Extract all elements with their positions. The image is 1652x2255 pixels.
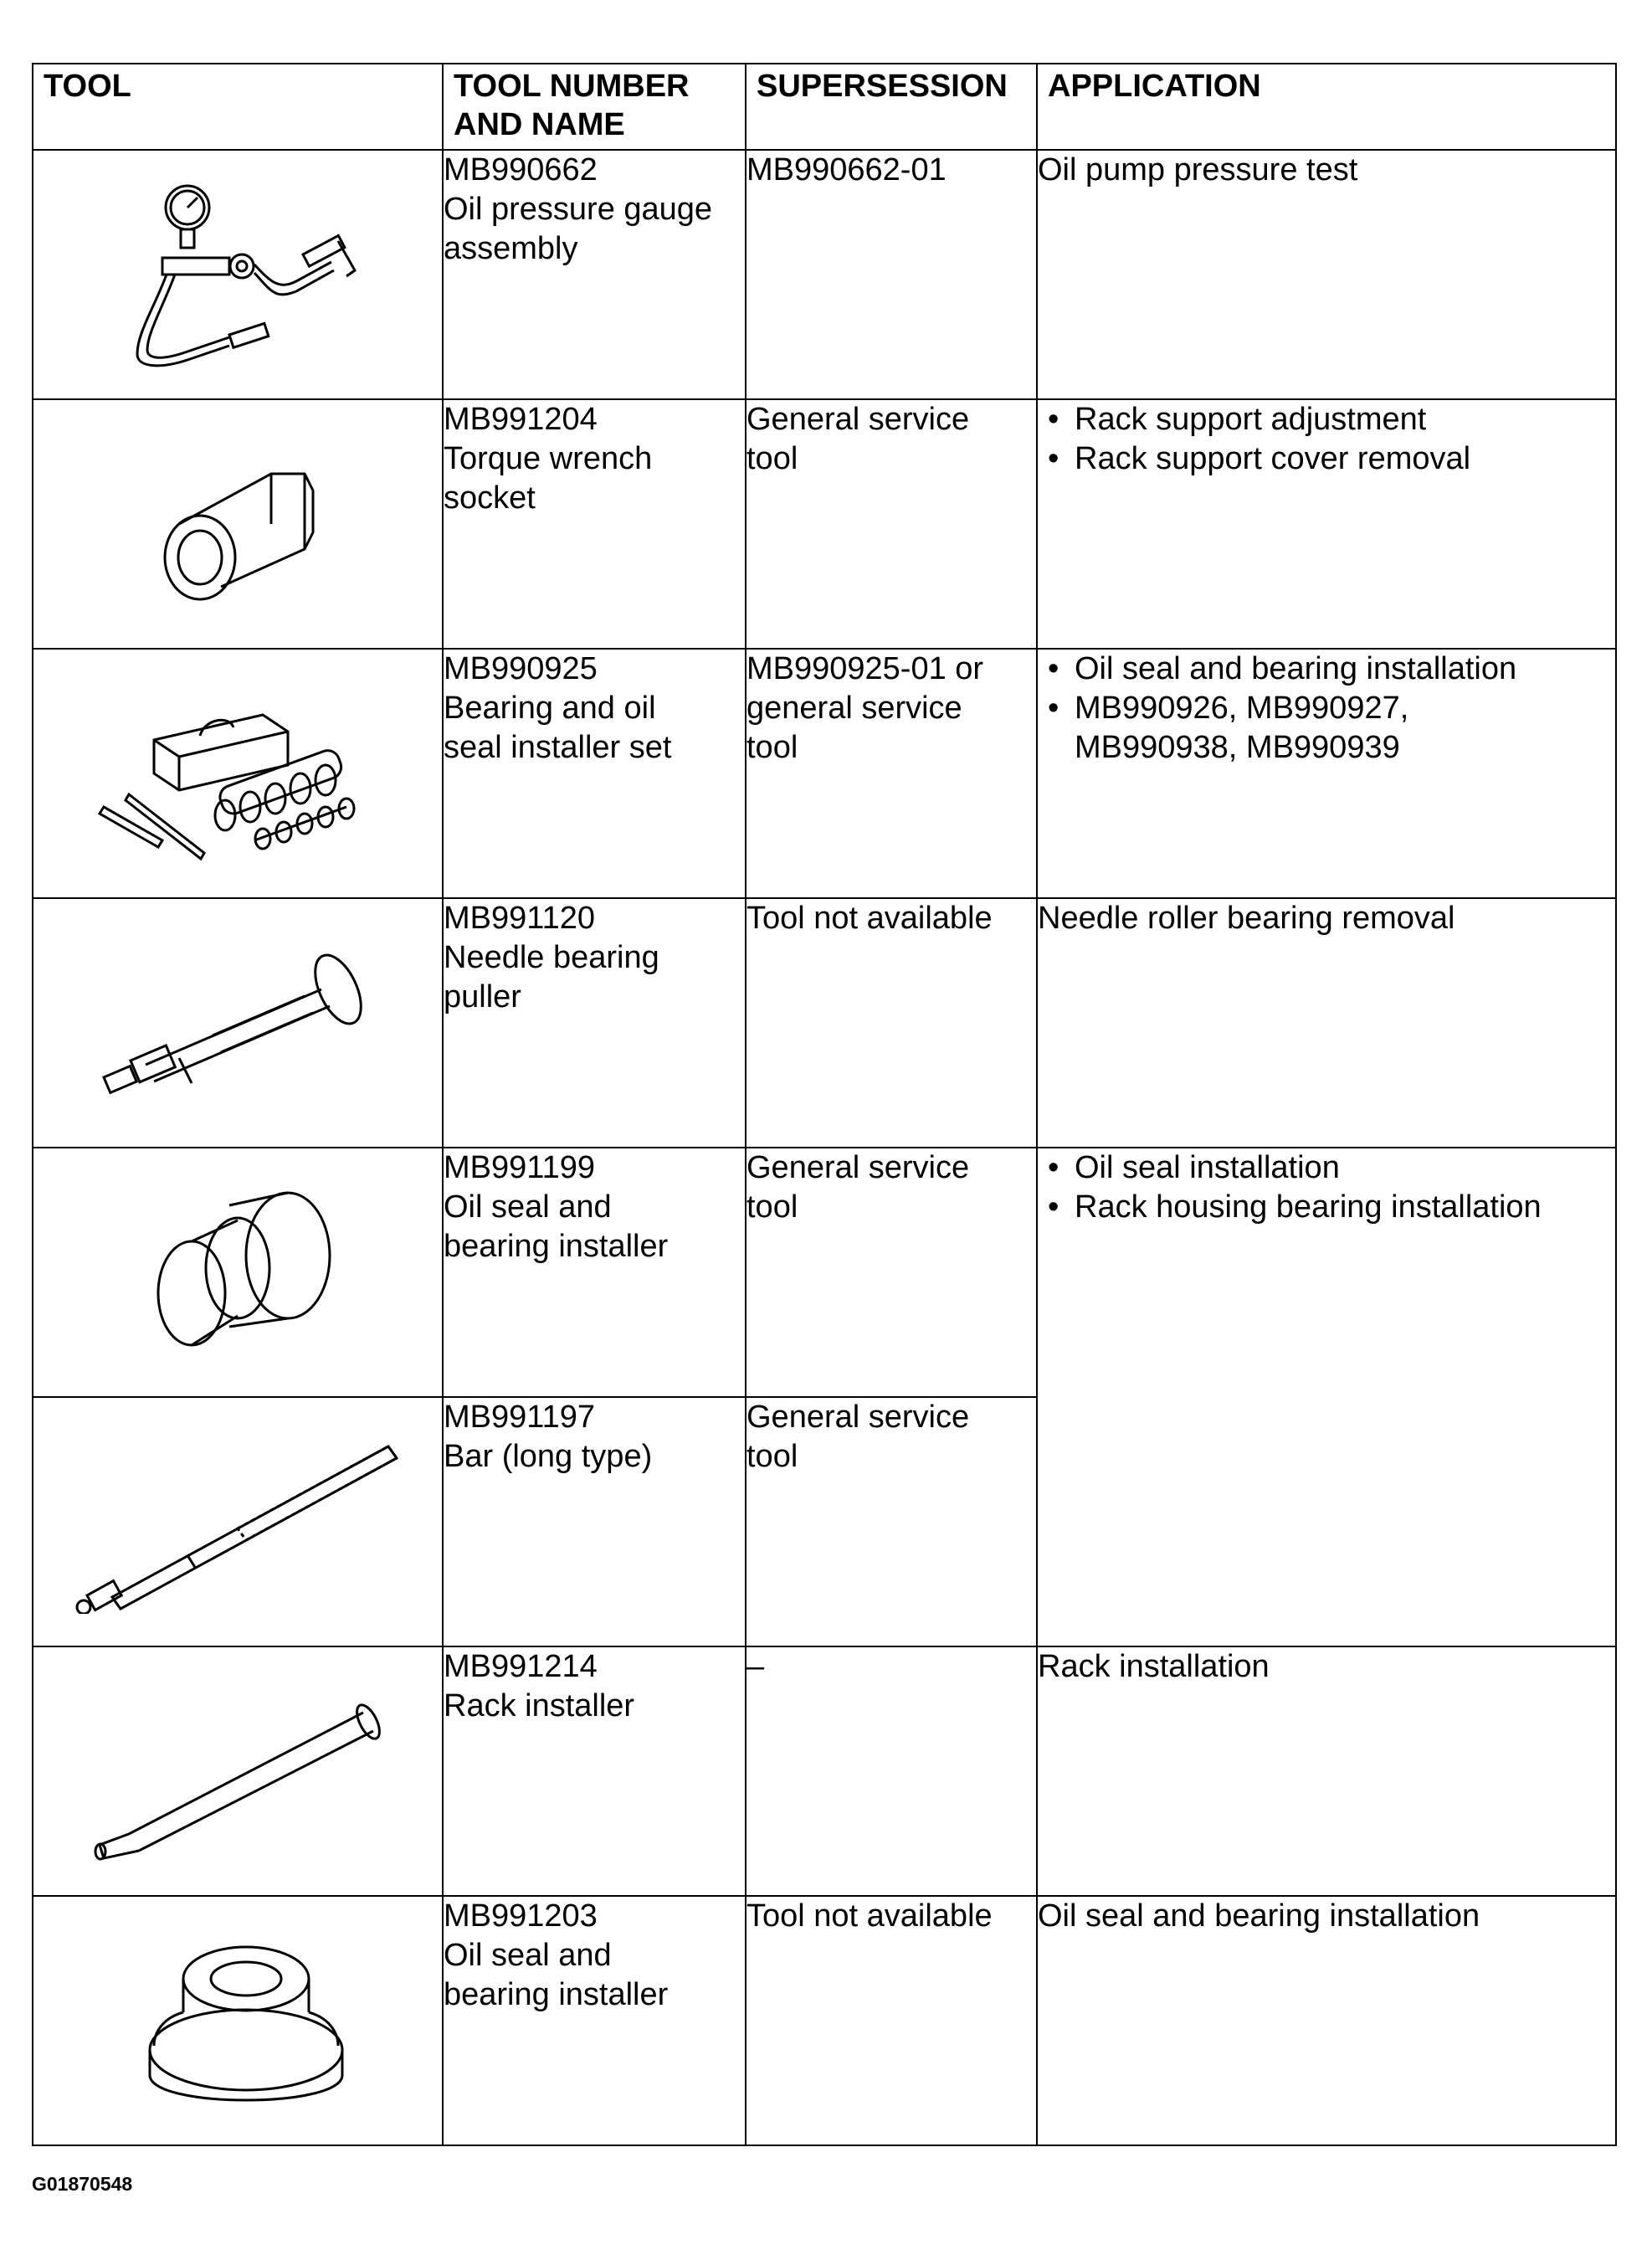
- supersession-cell: [746, 1148, 1037, 1397]
- tool-illustration-cell: [33, 898, 443, 1148]
- supersession-cell: [746, 1896, 1037, 2145]
- application-text: Oil seal and bearing installation: [1038, 1898, 1480, 1934]
- application-item: • Oil seal and bearing installation: [1038, 650, 1615, 689]
- supersession-line: tool: [746, 441, 798, 476]
- tool-number-cell: [443, 1646, 746, 1896]
- supersession-cell: [746, 399, 1037, 649]
- application-cell: [1037, 399, 1616, 649]
- application-text: Needle roller bearing removal: [1038, 901, 1455, 936]
- bearing-installer-ring-icon: [129, 1924, 346, 2117]
- supersession-line: Tool not available: [746, 901, 993, 936]
- table-row: [33, 1148, 1616, 1397]
- application-cell: [1037, 898, 1616, 1148]
- application-item: • Rack support adjustment: [1038, 400, 1615, 439]
- application-text: Rack installation: [1038, 1649, 1270, 1684]
- supersession-line: –: [746, 1649, 765, 1684]
- tool-name-line: Oil pressure gauge: [444, 192, 713, 227]
- tool-number: MB991214: [444, 1649, 598, 1684]
- tool-illustration-cell: [33, 1148, 443, 1397]
- figure-code: G01870548: [32, 2173, 133, 2195]
- tool-name-line: Oil seal and: [444, 1189, 612, 1225]
- installer-set-icon: [70, 681, 405, 866]
- application-list: [1038, 400, 1615, 479]
- supersession-cell: [746, 150, 1037, 399]
- application-item: • Oil seal installation: [1038, 1148, 1615, 1188]
- long-bar-icon: [62, 1430, 413, 1614]
- tool-name-line: Oil seal and: [444, 1938, 612, 1973]
- application-text: Oil pump pressure test: [1038, 152, 1358, 187]
- header-supersession: SUPERSESSION: [746, 64, 1037, 150]
- supersession-line: General service: [746, 1400, 970, 1435]
- tool-illustration-cell: [33, 1646, 443, 1896]
- tool-number-cell: [443, 1148, 746, 1397]
- tool-number: MB991197: [444, 1400, 595, 1435]
- tool-name-line: Rack installer: [444, 1688, 635, 1723]
- supersession-line: General service: [746, 1150, 970, 1185]
- tool-number: MB990662: [444, 152, 598, 187]
- special-tools-table: [32, 63, 1617, 2146]
- tool-number-cell: [443, 150, 746, 399]
- application-cell: [1037, 1148, 1616, 1646]
- tool-number: MB991120: [444, 901, 595, 936]
- rack-installer-icon: [62, 1679, 413, 1863]
- application-item-line: • MB990926, MB990927,: [1075, 691, 1409, 726]
- application-item: • Rack support cover removal: [1038, 439, 1615, 479]
- tool-name-line: bearing installer: [444, 1229, 669, 1264]
- oil-pressure-gauge-icon: [104, 174, 372, 375]
- supersession-cell: [746, 1646, 1037, 1896]
- tool-illustration-cell: [33, 649, 443, 898]
- header-tool-number: [443, 64, 746, 150]
- tool-number-cell: [443, 1397, 746, 1646]
- tool-name-line: puller: [444, 979, 521, 1014]
- tool-name-line: Torque wrench: [444, 441, 653, 476]
- tool-name-line: assembly: [444, 231, 578, 266]
- application-list: [1038, 1148, 1615, 1227]
- table-row: [33, 898, 1616, 1148]
- tool-illustration-cell: [33, 1896, 443, 2145]
- supersession-line: tool: [746, 1439, 798, 1474]
- tool-illustration-cell: [33, 150, 443, 399]
- tool-illustration-cell: [33, 1397, 443, 1646]
- supersession-line: General service: [746, 402, 970, 437]
- tool-name-line: seal installer set: [444, 730, 672, 765]
- supersession-cell: [746, 1397, 1037, 1646]
- tool-number-cell: [443, 1896, 746, 2145]
- tool-name-line: Bearing and oil: [444, 691, 656, 726]
- tool-number-cell: [443, 399, 746, 649]
- tool-number: MB991204: [444, 402, 598, 437]
- supersession-line: MB990662-01: [746, 152, 947, 187]
- tool-number-cell: [443, 649, 746, 898]
- tool-number: MB991203: [444, 1898, 598, 1934]
- table-row: [33, 1646, 1616, 1896]
- supersession-line: general service: [746, 691, 962, 726]
- tool-name-line: Bar (long type): [444, 1439, 653, 1474]
- header-tool-number-line2: AND NAME: [454, 107, 625, 142]
- application-item-line: MB990938, MB990939: [1075, 730, 1400, 765]
- application-cell: [1037, 150, 1616, 399]
- header-row: [33, 64, 1616, 150]
- supersession-line: MB990925-01 or: [746, 651, 984, 686]
- tool-number: MB990925: [444, 651, 598, 686]
- application-item: [1038, 689, 1615, 768]
- supersession-cell: [746, 898, 1037, 1148]
- table-row: [33, 1896, 1616, 2145]
- oil-seal-installer-icon: [129, 1180, 346, 1364]
- supersession-line: tool: [746, 1189, 798, 1225]
- application-list: [1038, 650, 1615, 768]
- tool-number-cell: [443, 898, 746, 1148]
- header-tool: TOOL: [33, 64, 443, 150]
- tool-name-line: bearing installer: [444, 1977, 669, 2012]
- supersession-line: tool: [746, 730, 798, 765]
- header-application: APPLICATION: [1037, 64, 1616, 150]
- application-item: • Rack housing bearing installation: [1038, 1188, 1615, 1227]
- tool-name-line: socket: [444, 480, 536, 516]
- table-row: [33, 150, 1616, 399]
- table-row: [33, 649, 1616, 898]
- torque-wrench-socket-icon: [146, 440, 330, 608]
- application-cell: [1037, 649, 1616, 898]
- tool-illustration-cell: [33, 399, 443, 649]
- application-cell: [1037, 1646, 1616, 1896]
- supersession-line: Tool not available: [746, 1898, 993, 1934]
- tool-number: MB991199: [444, 1150, 595, 1185]
- application-cell: [1037, 1896, 1616, 2145]
- supersession-cell: [746, 649, 1037, 898]
- table-row: [33, 399, 1616, 649]
- tool-name-line: Needle bearing: [444, 940, 659, 975]
- header-tool-number-line1: TOOL NUMBER: [454, 69, 690, 104]
- needle-bearing-puller-icon: [87, 939, 388, 1107]
